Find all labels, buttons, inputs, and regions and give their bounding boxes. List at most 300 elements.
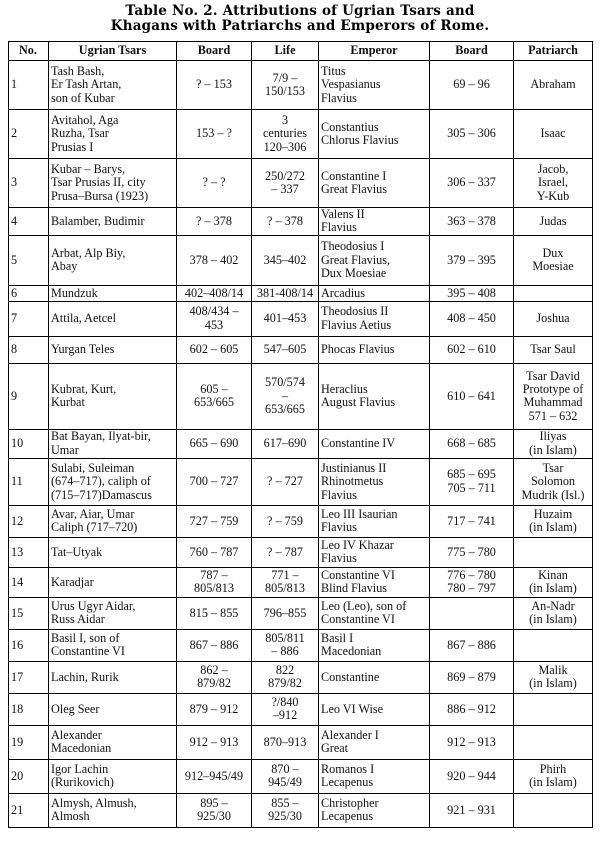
cell-patriarch: [514, 110, 593, 159]
cell-emperor-board: [430, 629, 514, 661]
cell-patriarch: [514, 429, 593, 458]
cell-line: Tat–Utyak: [51, 544, 103, 559]
cell-emperor: [319, 661, 430, 693]
cell-line: 345–402: [263, 252, 307, 267]
cell-emperor-board: [430, 458, 514, 505]
cell-line: Jacob,: [537, 161, 569, 176]
cell-line: 805/811: [265, 630, 305, 645]
cell-line: ? – 378: [196, 213, 232, 228]
cell-life: [252, 505, 319, 537]
cell-emperor: [319, 110, 430, 159]
cell-life: [252, 159, 319, 208]
cell-life: [252, 537, 319, 567]
cell-line: Theodosius I: [321, 239, 385, 254]
cell-line: Phirh: [539, 761, 567, 776]
cell-line: (in Islam): [529, 775, 577, 790]
attributions-table: [8, 41, 593, 828]
cell-line: (in Islam): [529, 612, 577, 627]
cell-line: ? – 727: [267, 474, 303, 489]
cell-line: Abraham: [530, 77, 576, 92]
cell-no: 14: [9, 567, 49, 597]
cell-line: Valens II: [321, 207, 365, 221]
cell-line: 912 – 913: [189, 734, 239, 749]
cell-line: Kubar – Barys,: [51, 161, 126, 176]
cell-line: Tsar David: [526, 368, 580, 383]
cell-emperor-board: [430, 285, 514, 301]
cell-no: 6: [9, 285, 49, 301]
table-row: [9, 61, 593, 110]
cell-line: Flavius: [321, 551, 357, 566]
cell-line: Almosh: [51, 809, 90, 824]
cell-life: [252, 629, 319, 661]
cell-line: Karadjar: [51, 574, 94, 589]
cell-line: Prusa–Bursa (1923): [51, 188, 149, 203]
cell-line: Dux: [542, 245, 564, 260]
cell-line: Leo III Isaurian: [321, 506, 398, 521]
cell-line: Constantine IV: [321, 436, 396, 451]
cell-emperor: [319, 537, 430, 567]
table-row: [9, 429, 593, 458]
cell-line: 787 –: [200, 567, 228, 582]
column-header-life: Life: [252, 42, 319, 61]
cell-line: Macedonian: [51, 741, 112, 756]
cell-line: 822: [275, 662, 295, 677]
cell-line: Constantine VI: [321, 567, 395, 582]
cell-ugrian-tsar: [49, 567, 177, 597]
table-row: [9, 336, 593, 363]
cell-line: Leo (Leo), son of: [321, 598, 407, 613]
cell-emperor-board: [430, 301, 514, 336]
cell-line: Heraclius: [321, 381, 368, 396]
cell-line: 408/434 –: [189, 304, 239, 319]
cell-line: 870 –: [271, 761, 299, 776]
cell-line: (715–717)Damascus: [51, 487, 152, 502]
cell-ugrian-tsar: [49, 693, 177, 725]
cell-line: 120–306: [263, 139, 307, 154]
cell-line: 921 – 931: [447, 802, 496, 817]
cell-line: 862 –: [200, 662, 228, 677]
cell-patriarch: [514, 235, 593, 285]
cell-line: Flavius: [321, 220, 357, 235]
cell-emperor-board: [430, 61, 514, 110]
cell-line: ? – 378: [267, 213, 303, 228]
cell-no: 2: [9, 110, 49, 159]
cell-line: Attila, Aetcel: [51, 311, 116, 326]
cell-board: [177, 208, 252, 236]
cell-line: Ruzha, Tsar: [51, 126, 109, 141]
cell-line: Constantius: [321, 119, 379, 134]
cell-line: Great Flavius,: [321, 252, 391, 267]
table-row: [9, 793, 593, 827]
cell-line: 912 – 913: [447, 734, 496, 749]
cell-emperor-board: [430, 537, 514, 567]
cell-board: [177, 429, 252, 458]
cell-line: Basil I: [321, 630, 354, 645]
cell-no: 8: [9, 336, 49, 363]
cell-emperor: [319, 61, 430, 110]
cell-life: [252, 336, 319, 363]
cell-ugrian-tsar: [49, 597, 177, 629]
cell-line: 7/9 –: [272, 70, 298, 85]
cell-patriarch: [514, 159, 593, 208]
cell-no: 10: [9, 429, 49, 458]
cell-line: Urus Ugyr Aidar,: [51, 598, 136, 613]
cell-life: [252, 661, 319, 693]
table-row: [9, 285, 593, 301]
cell-line: 668 – 685: [447, 436, 496, 451]
cell-emperor: [319, 505, 430, 537]
table-row: [9, 363, 593, 429]
cell-no: 13: [9, 537, 49, 567]
cell-board: [177, 793, 252, 827]
cell-line: 395 – 408: [447, 285, 496, 300]
title-line-1: Table No. 2. Attributions of Ugrian Tsars and: [125, 3, 475, 19]
cell-line: Leo IV Khazar: [321, 537, 394, 552]
cell-line: 879 – 912: [189, 701, 239, 716]
cell-board: [177, 759, 252, 793]
cell-emperor-board: [430, 505, 514, 537]
cell-line: Constantine VI: [321, 612, 395, 627]
cell-ugrian-tsar: [49, 793, 177, 827]
cell-line: Yurgan Teles: [51, 342, 115, 357]
cell-line: Israel,: [537, 175, 569, 190]
cell-emperor: [319, 597, 430, 629]
cell-board: [177, 629, 252, 661]
cell-line: Kinan: [538, 567, 568, 582]
cell-life: [252, 363, 319, 429]
cell-emperor-board: [430, 693, 514, 725]
cell-line: Abay: [51, 259, 78, 274]
table-row: [9, 597, 593, 629]
cell-emperor: [319, 693, 430, 725]
cell-line: 895 –: [200, 795, 228, 810]
cell-patriarch: [514, 301, 593, 336]
cell-line: Tsar: [542, 460, 564, 475]
cell-line: 250/272: [265, 168, 305, 183]
cell-line: Balamber, Budimir: [51, 213, 145, 228]
cell-life: [252, 235, 319, 285]
page-title: [0, 4, 600, 34]
cell-no: 5: [9, 235, 49, 285]
cell-patriarch: [514, 661, 593, 693]
cell-line: ? – 153: [196, 77, 232, 92]
cell-line: 700 – 727: [189, 474, 239, 489]
cell-line: August Flavius: [321, 395, 396, 410]
cell-board: [177, 336, 252, 363]
cell-no: 12: [9, 505, 49, 537]
cell-line: Oleg Seer: [51, 701, 100, 716]
cell-line: 653/665: [265, 402, 305, 417]
cell-line: 379 – 395: [447, 252, 496, 267]
cell-no: 17: [9, 661, 49, 693]
cell-line: 886 – 912: [447, 701, 496, 716]
cell-line: Solomon: [530, 474, 576, 489]
cell-line: 760 – 787: [189, 544, 239, 559]
cell-emperor: [319, 159, 430, 208]
cell-no: 19: [9, 725, 49, 759]
cell-line: Mudrik (Isl.): [521, 487, 585, 502]
cell-line: 69 – 96: [453, 77, 490, 92]
cell-line: Tash Bash,: [51, 63, 105, 78]
cell-line: Moesiae: [532, 259, 574, 274]
cell-no: 4: [9, 208, 49, 236]
cell-line: Caliph (717–720): [51, 520, 138, 535]
cell-line: 879/82: [197, 676, 231, 691]
cell-line: Flavius Aetius: [321, 317, 392, 332]
cell-line: Russ Aidar: [51, 612, 105, 627]
cell-board: [177, 110, 252, 159]
cell-line: 705 – 711: [447, 480, 496, 495]
table-row: [9, 537, 593, 567]
cell-line: Constantine: [321, 669, 380, 684]
cell-line: Arbat, Alp Biy,: [51, 245, 126, 260]
cell-line: 665 – 690: [189, 436, 239, 451]
cell-life: [252, 759, 319, 793]
cell-ugrian-tsar: [49, 429, 177, 458]
cell-life: [252, 110, 319, 159]
cell-line: Arcadius: [321, 285, 365, 300]
cell-line: Alexander: [51, 727, 102, 742]
cell-life: [252, 458, 319, 505]
cell-line: Joshua: [536, 311, 570, 326]
cell-line: 776 – 780: [447, 567, 496, 582]
cell-emperor: [319, 759, 430, 793]
cell-patriarch: [514, 597, 593, 629]
cell-line: 617–690: [263, 436, 307, 451]
cell-line: Kubrat, Kurt,: [51, 381, 117, 396]
table-row: [9, 301, 593, 336]
cell-board: [177, 235, 252, 285]
cell-patriarch: [514, 208, 593, 236]
cell-line: (674–717), caliph of: [51, 474, 151, 489]
cell-line: Muhammad: [523, 395, 583, 410]
cell-ugrian-tsar: [49, 537, 177, 567]
cell-patriarch: [514, 693, 593, 725]
cell-ugrian-tsar: [49, 363, 177, 429]
cell-patriarch: [514, 363, 593, 429]
cell-line: 547–605: [263, 342, 307, 357]
cell-line: Great Flavius: [321, 182, 388, 196]
cell-ugrian-tsar: [49, 110, 177, 159]
cell-line: 925/30: [268, 809, 302, 824]
table-row: [9, 693, 593, 725]
column-header-board: Board: [177, 42, 252, 61]
cell-ugrian-tsar: [49, 301, 177, 336]
cell-line: 867 – 886: [447, 637, 496, 652]
cell-line: Kurbat: [51, 395, 85, 410]
cell-line: 780 – 797: [447, 581, 496, 596]
cell-line: 869 – 879: [447, 669, 496, 684]
cell-line: 381-408/14: [256, 285, 314, 300]
cell-line: 453: [204, 317, 224, 332]
table-row: [9, 235, 593, 285]
cell-life: [252, 567, 319, 597]
cell-line: (in Islam): [529, 581, 577, 596]
cell-no: 20: [9, 759, 49, 793]
table-row: [9, 759, 593, 793]
cell-line: 945/49: [268, 775, 302, 790]
cell-line: 727 – 759: [189, 513, 239, 528]
cell-line: Y-Kub: [536, 188, 570, 203]
table-body: [9, 61, 593, 828]
cell-patriarch: [514, 458, 593, 505]
cell-line: Lecapenus: [321, 775, 374, 790]
cell-ugrian-tsar: [49, 725, 177, 759]
cell-line: Almysh, Almush,: [51, 795, 137, 810]
cell-emperor: [319, 567, 430, 597]
cell-line: Malik: [538, 662, 568, 677]
cell-board: [177, 567, 252, 597]
cell-line: –912: [272, 708, 298, 723]
table-header-row: [9, 42, 593, 61]
cell-line: 815 – 855: [189, 605, 239, 620]
cell-line: (in Islam): [529, 442, 577, 457]
cell-line: 717 – 741: [447, 513, 496, 528]
table-row: [9, 159, 593, 208]
cell-line: (in Islam): [529, 676, 577, 691]
cell-board: [177, 458, 252, 505]
cell-line: 805/813: [194, 581, 234, 596]
cell-emperor: [319, 793, 430, 827]
cell-emperor: [319, 208, 430, 236]
cell-line: 855 –: [271, 795, 299, 810]
table-row: [9, 458, 593, 505]
cell-line: –: [281, 388, 289, 403]
cell-line: Phocas Flavius: [321, 342, 395, 357]
cell-line: 912–945/49: [184, 768, 244, 783]
cell-line: 870–913: [263, 734, 307, 749]
cell-line: 305 – 306: [447, 126, 496, 141]
cell-no: 15: [9, 597, 49, 629]
cell-ugrian-tsar: [49, 759, 177, 793]
cell-line: Alexander I: [321, 727, 379, 742]
cell-life: [252, 301, 319, 336]
cell-line: Isaac: [540, 126, 566, 141]
cell-line: Prototype of: [522, 381, 584, 396]
cell-board: [177, 505, 252, 537]
table-row: [9, 567, 593, 597]
cell-line: 796–855: [263, 605, 307, 620]
cell-line: 925/30: [197, 809, 231, 824]
cell-emperor-board: [430, 363, 514, 429]
cell-line: 775 – 780: [447, 544, 496, 559]
cell-line: Justinianus II: [321, 460, 387, 475]
cell-emperor: [319, 458, 430, 505]
cell-board: [177, 537, 252, 567]
cell-line: ? – 787: [267, 544, 303, 559]
cell-patriarch: [514, 336, 593, 363]
cell-line: 610 – 641: [447, 388, 496, 403]
table-row: [9, 208, 593, 236]
cell-line: 3: [281, 112, 289, 127]
cell-line: Chlorus Flavius: [321, 133, 399, 147]
cell-emperor-board: [430, 759, 514, 793]
cell-board: [177, 285, 252, 301]
cell-line: 402–408/14: [184, 285, 244, 300]
cell-line: Constantine VI: [51, 644, 125, 659]
cell-emperor-board: [430, 597, 514, 629]
cell-line: Iliyas: [539, 429, 567, 444]
table-row: [9, 505, 593, 537]
cell-ugrian-tsar: [49, 505, 177, 537]
cell-patriarch: [514, 285, 593, 301]
cell-line: 401–453: [263, 311, 307, 326]
cell-board: [177, 693, 252, 725]
cell-no: 1: [9, 61, 49, 110]
cell-line: Christopher: [321, 795, 379, 810]
cell-line: (Rurikovich): [51, 775, 114, 790]
cell-emperor-board: [430, 429, 514, 458]
cell-emperor: [319, 336, 430, 363]
cell-line: Theodosius II: [321, 304, 389, 319]
cell-line: Huzaim: [533, 506, 573, 521]
cell-line: Tsar Prusias II, city: [51, 175, 146, 190]
cell-line: – 337: [271, 182, 299, 196]
cell-ugrian-tsar: [49, 336, 177, 363]
cell-line: (in Islam): [529, 520, 577, 535]
cell-line: Prusias I: [51, 139, 94, 154]
cell-patriarch: [514, 61, 593, 110]
cell-no: 16: [9, 629, 49, 661]
cell-life: [252, 597, 319, 629]
cell-line: 685 – 695: [447, 467, 496, 482]
cell-line: Mundzuk: [51, 285, 98, 300]
cell-no: 21: [9, 793, 49, 827]
cell-line: Tsar Saul: [530, 342, 576, 357]
cell-line: Rhinotmetus: [321, 474, 384, 489]
cell-emperor-board: [430, 567, 514, 597]
title-line-2: Khagans with Patriarchs and Emperors of Rome.: [110, 18, 490, 34]
cell-ugrian-tsar: [49, 661, 177, 693]
cell-line: Leo VI Wise: [321, 701, 384, 716]
cell-emperor-board: [430, 793, 514, 827]
cell-line: Avitahol, Aga: [51, 112, 119, 127]
cell-line: Lecapenus: [321, 809, 374, 824]
cell-line: 879/82: [268, 676, 302, 691]
cell-board: [177, 363, 252, 429]
cell-patriarch: [514, 505, 593, 537]
cell-line: Flavius: [321, 520, 357, 535]
cell-line: Flavius: [321, 90, 357, 105]
cell-emperor: [319, 429, 430, 458]
cell-emperor: [319, 363, 430, 429]
cell-line: 653/665: [194, 395, 234, 410]
cell-line: 920 – 944: [447, 768, 496, 783]
column-header-no: No.: [9, 42, 49, 61]
cell-line: Dux Moesiae: [321, 266, 387, 281]
cell-line: 867 – 886: [189, 637, 239, 652]
cell-line: Judas: [539, 213, 567, 228]
cell-emperor-board: [430, 159, 514, 208]
cell-emperor-board: [430, 208, 514, 236]
cell-line: centuries: [263, 126, 307, 141]
cell-emperor: [319, 725, 430, 759]
cell-no: 9: [9, 363, 49, 429]
cell-line: ? – ?: [202, 175, 226, 190]
cell-no: 11: [9, 458, 49, 505]
cell-line: Basil I, son of: [51, 630, 120, 645]
cell-line: 571 – 632: [528, 408, 578, 423]
column-header-patriarch: Patriarch: [514, 42, 593, 61]
cell-board: [177, 661, 252, 693]
cell-board: [177, 301, 252, 336]
cell-line: Titus: [321, 63, 346, 78]
column-header-emperor-board: Board: [430, 42, 514, 61]
cell-ugrian-tsar: [49, 458, 177, 505]
cell-ugrian-tsar: [49, 61, 177, 110]
cell-life: [252, 429, 319, 458]
cell-line: 153 – ?: [196, 126, 232, 141]
